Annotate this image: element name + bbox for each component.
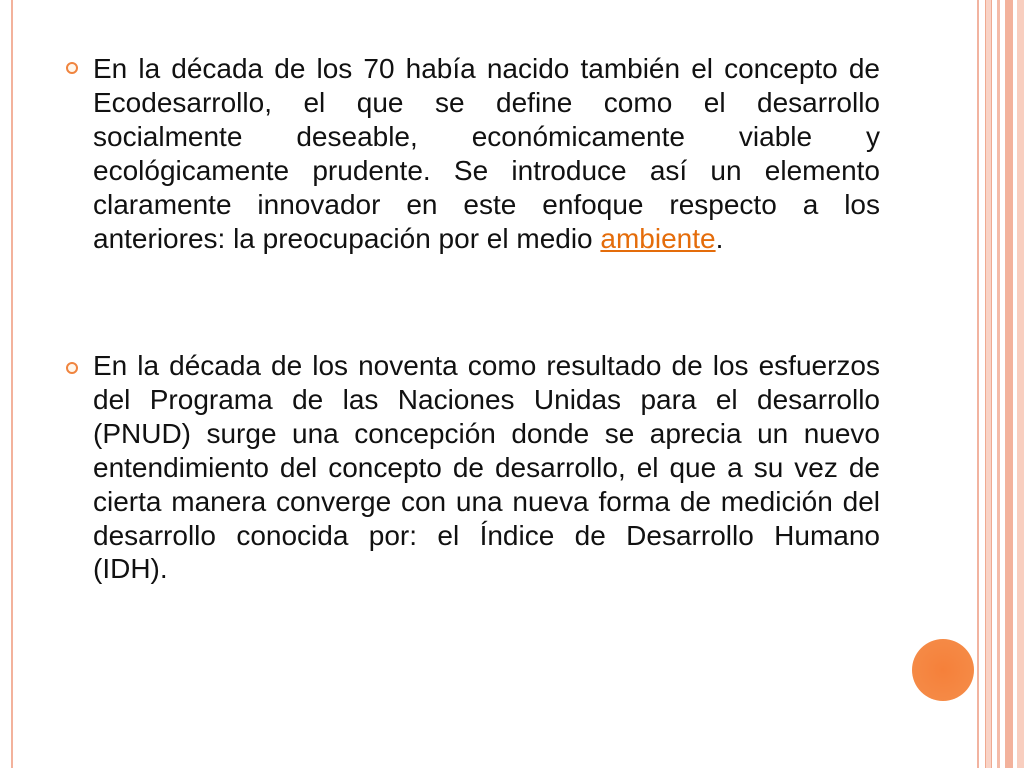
text-line: En la década de los noventa como resultado de los esfuerzos	[93, 350, 880, 381]
text-line: claramente innovador en este enfoque respecto a los	[93, 188, 880, 220]
decorative-circle	[912, 639, 974, 701]
text-line: cierta manera converge con una nueva forma de medición del	[93, 485, 880, 517]
stripe	[1017, 0, 1024, 768]
text-line: del Programa de las Naciones Unidas para el desarrollo	[93, 383, 880, 415]
stripe	[997, 0, 1000, 768]
text-line: (IDH).	[93, 553, 168, 585]
bullet-text	[93, 52, 880, 255]
text-line: ecológicamente prudente. Se introduce así un elemento	[93, 154, 880, 186]
stripe	[1005, 0, 1013, 768]
bullet-ring-icon	[66, 362, 78, 374]
text-line: entendimiento del concepto de desarrollo, el que a su vez de	[93, 451, 880, 483]
bullet-text	[93, 349, 880, 586]
ambiente-link[interactable]: ambiente	[600, 222, 716, 254]
left-border-line	[11, 0, 13, 768]
text-segment: anteriores: la preocupación por el medio	[93, 222, 601, 254]
text-segment: .	[715, 222, 724, 254]
stripe	[977, 0, 979, 768]
text-line: En la década de los 70 había nacido también el concepto de	[93, 53, 880, 84]
stripe	[985, 0, 992, 768]
text-line: Ecodesarrollo, el que se define como el desarrollo	[93, 86, 880, 118]
text-line: socialmente deseable, económicamente viable y	[93, 120, 880, 152]
text-line: desarrollo conocida por: el Índice de Desarrollo Humano	[93, 519, 880, 551]
text-line: (PNUD) surge una concepción donde se aprecia un nuevo	[93, 417, 880, 449]
text-line	[93, 222, 880, 256]
bullet-ring-icon	[66, 62, 78, 74]
